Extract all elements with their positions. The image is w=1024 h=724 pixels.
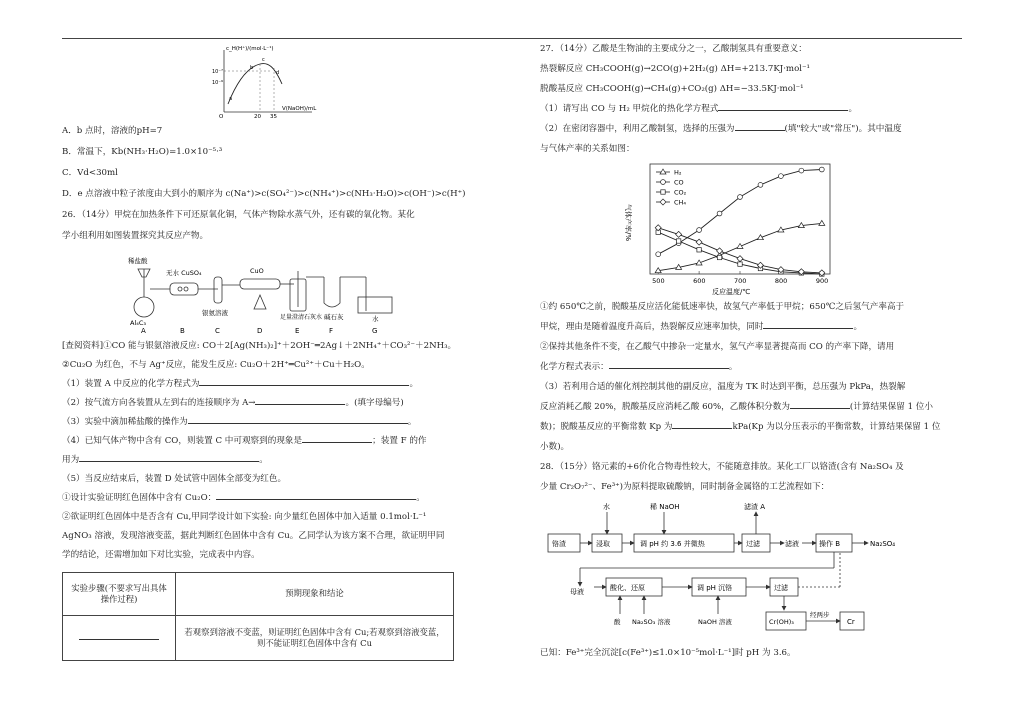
right-column — [540, 44, 941, 664]
option-c: C．Vd<30ml — [62, 168, 118, 178]
chart-legend-label: CH₄ — [674, 198, 687, 207]
q27-s3f: 小数)。 — [540, 442, 570, 452]
apparatus-letter: A — [141, 327, 146, 335]
apparatus-label: Al₄C₃ — [130, 319, 147, 327]
q27-s3d: 数)；脱酸基反应的平衡常数 Kp 为 kPa(Kp 为以分压表示的平衡常数，计算结果保留 1 位 — [540, 422, 941, 432]
flow-node: 铬渣 — [552, 540, 566, 548]
subq-2: （2）按气流方向各装置从左到右的连接顺序为 A→ 。(填字母编号) — [62, 398, 404, 408]
flow-node: 调 pH 约 3.6 并微热 — [640, 540, 705, 548]
subq-5-1: ①设计实验证明红色固体中含有 Cu₂O： 。 — [62, 493, 425, 503]
flow-node: Na₂SO₄ — [870, 540, 896, 548]
graph-point-label: c — [262, 57, 265, 63]
q27-c2a: ②保持其他条件不变，在乙酸气中掺杂一定量水，氢气产率显著提高而 CO 的产率下降，请用 — [540, 342, 895, 352]
q27-reaction-2: 脱酸基反应 CH₃COOH(g)→CH₄(g)+CO₂(g) ΔH=−33.5KJ·mol⁻¹ — [540, 84, 804, 94]
flow-node: 过滤 — [774, 584, 788, 592]
q27-sub2-cont: 与气体产率的关系如图： — [540, 144, 635, 154]
chart-point — [717, 255, 721, 259]
flow-reagent: NaOH 溶液 — [698, 618, 732, 626]
subq-4: （4）已知气体产物中含有 CO，则装置 C 中可观察到的现象是 ；装置 F 的作 — [62, 436, 427, 446]
table-header-step: 实验步骤(不要求写出具体操作过程) — [63, 573, 176, 616]
flow-node: 浸取 — [596, 540, 610, 548]
option-a: A．b 点时，溶液的pH=7 — [62, 126, 163, 136]
flow-input: 水 — [603, 503, 610, 511]
yield-chart — [620, 158, 840, 298]
chart-xtick-label: 700 — [734, 277, 747, 285]
apparatus-diagram — [62, 249, 442, 335]
chart-point — [779, 174, 784, 179]
top-rule — [62, 38, 962, 39]
q27-c1b: 甲烷，理由是随着温度升高后，热裂解反应速率加快，同时 。 — [540, 322, 863, 332]
chart-point — [799, 168, 804, 173]
flow-node: 母液 — [570, 588, 584, 596]
subq-5-2c: 学的结论，还需增加如下对比实验，完成表中内容。 — [62, 550, 260, 560]
chart-xtick-label: 500 — [652, 277, 665, 285]
graph-ytick: 10⁻⁷ — [212, 69, 224, 75]
graph-point-label: d — [276, 70, 280, 76]
subq-5-2b: AgNO₃ 溶液，发现溶液变蓝，据此判断红色固体中含有 Cu。乙同学认为该方案不合理，欲证明甲同 — [62, 531, 445, 541]
chart-point — [819, 220, 825, 225]
chart-legend-label: CO — [674, 178, 684, 187]
chart-point — [676, 239, 680, 243]
process-flowchart — [540, 498, 918, 648]
chart-legend-label: H₂ — [674, 168, 682, 177]
chart-point — [660, 169, 666, 174]
apparatus-letter: C — [215, 327, 220, 335]
info-1: [查阅资料]①CO 能与银氨溶液反应: CO＋2[Ag(NH₃)₂]⁺＋2OH⁻═2Ag↓＋2NH₄⁺＋CO₃²⁻＋2NH₃。 — [62, 341, 457, 351]
chart-point — [696, 239, 702, 245]
left-column — [62, 44, 466, 661]
q27-reaction-1: 热裂解反应 CH₃COOH(g)→2CO(g)+2H₂(g) ΔH=+213.7KJ·mol⁻¹ — [540, 64, 810, 74]
q26-text-2: 学小组利用如图装置探究其反应产物。 — [62, 231, 209, 241]
subq-5-2a: ②欲证明红色固体中是否含有 Cu,甲同学设计如下实验: 向少量红色固体中加入适量 0.1mol·L⁻¹ — [62, 512, 427, 522]
titration-graph — [212, 44, 322, 118]
chart-series-line — [658, 232, 822, 274]
chart-ylabel: 气体产率/% — [624, 204, 632, 242]
q27-c1a: ①约 650℃之前，脱酸基反应活化能低速率快，故氢气产率低于甲烷；650℃之后氢气产率高于 — [540, 302, 905, 312]
chart-point — [819, 167, 824, 172]
q28-text-1: 28．（15分）铬元素的+6价化合物毒性较大，不能随意排放。某化工厂以铬渣(含有 Na₂SO₄ 及 — [540, 462, 904, 472]
apparatus-label: CuO — [250, 267, 264, 275]
chart-point — [738, 262, 742, 266]
chart-legend-label: CO₂ — [674, 188, 687, 197]
graph-point-label: b — [250, 65, 254, 71]
apparatus-label: 银氨溶液 — [202, 309, 228, 317]
graph-ylabel: c_H(H⁺)/(mol·L⁻¹) — [226, 46, 274, 52]
apparatus-letter: F — [329, 327, 334, 335]
flow-input: 稀 NaOH — [650, 503, 680, 511]
apparatus-label: 碱石灰 — [324, 313, 344, 321]
flow-node: 操作 B — [819, 540, 841, 548]
chart-point — [717, 248, 723, 254]
flow-node: 滤液 — [785, 540, 799, 548]
table-header-result: 预期现象和结论 — [176, 573, 454, 616]
graph-xlabel: V(NaOH)/mL — [282, 106, 317, 112]
flow-reagent: Na₂SO₃ 溶液 — [632, 618, 671, 626]
table-result-cell: 若观察到溶液不变蓝，则证明红色固体中含有 Cu;若观察到溶液变蓝，则不能证明红色固体中含有 Cu — [176, 616, 454, 661]
graph-ytick: 10⁻⁹ — [212, 80, 224, 86]
option-b: B．常温下，Kb(NH₃·H₂O)=1.0×10⁻⁵·³ — [62, 147, 223, 157]
option-d: D．e 点溶液中粒子浓度由大到小的顺序为 c(Na⁺)>c(SO₄²⁻)>c(NH₄⁺)>c(NH₃·H₂O)>c(OH⁻)>c(H⁺) — [62, 189, 466, 199]
q28-text-2: 少量 Cr₂O₇²⁻、Fe³⁺)为原料提取硫酸钠，同时制备金属铬的工艺流程如下： — [540, 482, 830, 492]
apparatus-label: 无水 CuSO₄ — [166, 269, 202, 277]
flow-reagent: 酸 — [614, 618, 621, 626]
chart-point — [717, 211, 722, 216]
flow-output: 滤渣 A — [744, 503, 766, 511]
chart-point — [697, 228, 702, 233]
apparatus-label: 稀盐酸 — [128, 257, 148, 265]
graph-xtick: 35 — [270, 114, 277, 120]
q27-sub2: （2）在密闭容器中，利用乙酸制氢，选择的压强为 (填"较大"或"常压")。其中温度 — [540, 124, 902, 134]
chart-xtick-label: 800 — [774, 277, 788, 285]
chart-point — [661, 190, 665, 194]
flow-node: 酸化、还原 — [610, 584, 645, 592]
chart-xtick-label: 600 — [693, 277, 706, 285]
chart-point — [661, 180, 666, 185]
subq-3: （3）实验中滴加稀盐酸的操作为 。 — [62, 417, 417, 427]
q27-text-1: 27．（14分）乙酸是生物油的主要成分之一，乙酸制氢具有重要意义： — [540, 44, 807, 54]
chart-point — [738, 195, 743, 200]
flow-node: 过滤 — [746, 540, 760, 548]
graph-xtick: O — [219, 114, 224, 120]
chart-point — [660, 199, 666, 205]
answer-table — [62, 572, 454, 661]
info-2: ②Cu₂O 为红色，不与 Ag⁺反应，能发生反应: Cu₂O＋2H⁺═Cu²⁺＋Cu＋H₂O。 — [62, 360, 370, 370]
q27-sub1: （1）请写出 CO 与 H₂ 甲烷化的热化学方程式 。 — [540, 104, 858, 114]
subq-5: （5）当反应结束后，装置 D 处试管中固体全部变为红色。 — [62, 474, 287, 484]
apparatus-letter: G — [372, 327, 378, 335]
apparatus-label: 足量澄清石灰水 — [280, 314, 323, 321]
chart-point — [758, 183, 763, 188]
graph-xtick: 20 — [254, 114, 261, 120]
chart-point — [737, 256, 743, 262]
q27-c2b: 化学方程式表示： 。 — [540, 362, 738, 372]
flow-node: Cr — [847, 618, 855, 626]
apparatus-letter: D — [257, 327, 263, 335]
q27-s3a: （3）若利用合适的催化剂控制其他的副反应，温度为 TK 时达到平衡，总压强为 PkPa，热裂解 — [540, 382, 906, 392]
q26-text-1: 26．（14分）甲烷在加热条件下可还原氧化铜，气体产物除水蒸气外，还有碳的氧化物。某化 — [62, 210, 415, 220]
apparatus-letter: E — [295, 327, 300, 335]
apparatus-letter: B — [180, 327, 185, 335]
graph-point-label: a — [229, 96, 233, 102]
subq-4-cont: 用为 。 — [62, 455, 268, 465]
q27-s3b: 反应消耗乙酸 20%，脱酸基反应消耗乙酸 60%，乙酸体积分数为 (计算结果保留 1 位小 — [540, 402, 933, 412]
chart-point — [697, 248, 701, 252]
chart-point — [676, 231, 682, 237]
chart-xtick-label: 900 — [815, 277, 829, 285]
flow-node: 调 pH 沉铬 — [697, 584, 733, 592]
flow-node: Cr(OH)₃ — [769, 618, 794, 626]
chart-xlabel: 反应温度/℃ — [712, 288, 751, 296]
subq-1: （1）装置 A 中反应的化学方程式为 。 — [62, 379, 419, 389]
q28-known: 已知：Fe³⁺完全沉淀[c(Fe³⁺)≤1.0×10⁻⁵mol·L⁻¹]时 pH 为 3.6。 — [540, 648, 796, 658]
apparatus-label: 水 — [372, 315, 379, 323]
flow-step-label: 经两步 — [810, 611, 830, 619]
table-blank-cell[interactable] — [63, 616, 176, 661]
chart-point — [656, 252, 661, 257]
